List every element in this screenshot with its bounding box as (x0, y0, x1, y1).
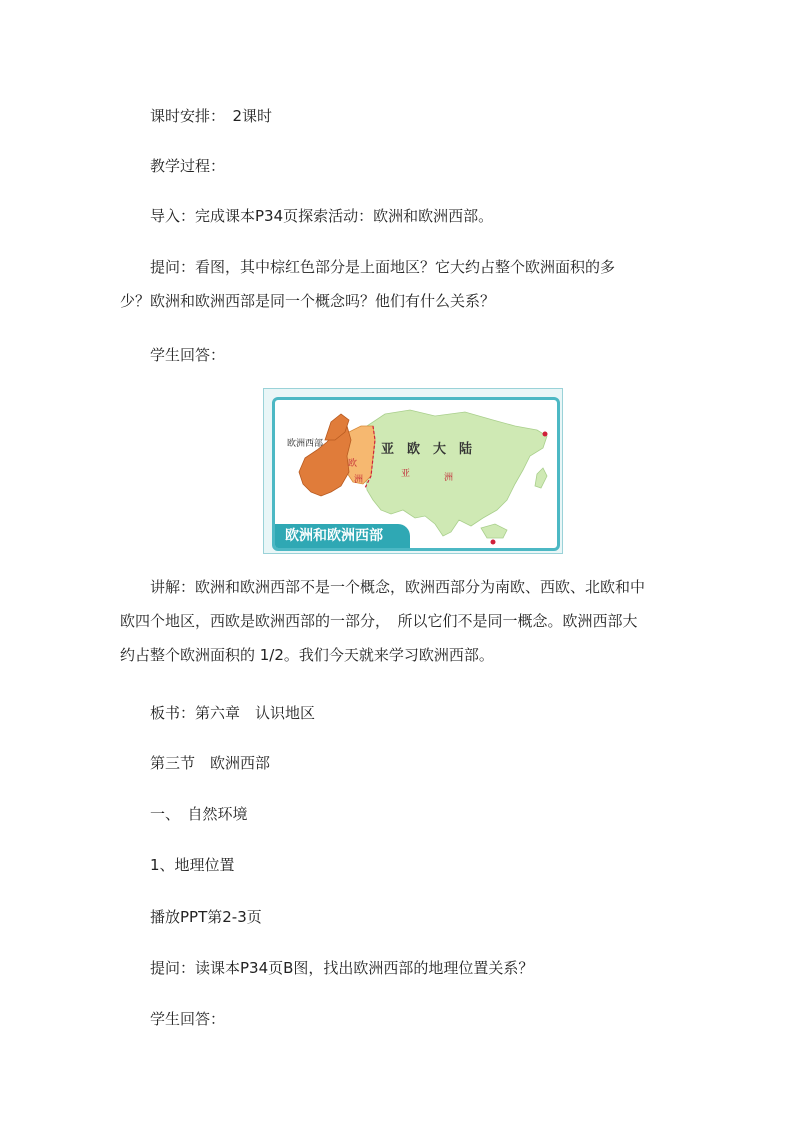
label-ya: 亚 (401, 469, 411, 479)
east-marker-bottom (491, 540, 496, 545)
map-frame (272, 397, 560, 551)
east-marker-top (543, 432, 548, 437)
japan-islands (535, 468, 547, 488)
process-line: 教学过程： (150, 157, 226, 175)
explain-line3: 约占整个欧洲面积的 1/2。我们今天就来学习欧洲西部。 (120, 646, 494, 664)
heading1-line: 一、 自然环境 (150, 805, 248, 823)
intro-line: 导入：完成课本P34页探索活动：欧洲和欧洲西部。 (150, 207, 494, 225)
label-continent: 亚 欧 大 陆 (381, 442, 473, 457)
label-west-europe: 欧洲西部 (287, 439, 324, 449)
map-caption: 欧洲和欧洲西部 (275, 524, 410, 548)
answer2-line: 学生回答： (150, 1010, 226, 1028)
europe-map-figure (263, 388, 563, 554)
schedule-line: 课时安排： 2课时 (150, 107, 273, 125)
heading1-1-line: 1、地理位置 (150, 856, 235, 874)
label-zhou-right: 洲 (444, 473, 454, 483)
question1-line2: 少？欧洲和欧洲西部是同一个概念吗？他们有什么关系？ (120, 292, 496, 310)
asia-landmass (365, 410, 547, 536)
explain-paragraph (120, 577, 660, 665)
ppt-line: 播放PPT第2-3页 (150, 908, 262, 926)
question1-paragraph (120, 257, 660, 311)
explain-line1: 讲解：欧洲和欧洲西部不是一个概念，欧洲西部分为南欧、西欧、北欧和中 (150, 578, 646, 596)
explain-line2: 欧四个地区，西欧是欧洲西部的一部分， 所以它们不是同一概念。欧洲西部大 (120, 612, 638, 630)
question1-line1: 提问：看图，其中棕红色部分是上面地区？它大约占整个欧洲面积的多 (150, 258, 616, 276)
board-line: 板书：第六章 认识地区 (150, 704, 316, 722)
label-zhou-left: 洲 (354, 475, 364, 485)
question2-line: 提问：读课本P34页B图，找出欧洲西部的地理位置关系？ (150, 959, 534, 977)
section-line: 第三节 欧洲西部 (150, 754, 271, 772)
southeast-asia-islands (481, 524, 507, 538)
label-ou: 欧 (348, 459, 358, 469)
answer1-line: 学生回答： (150, 346, 226, 364)
